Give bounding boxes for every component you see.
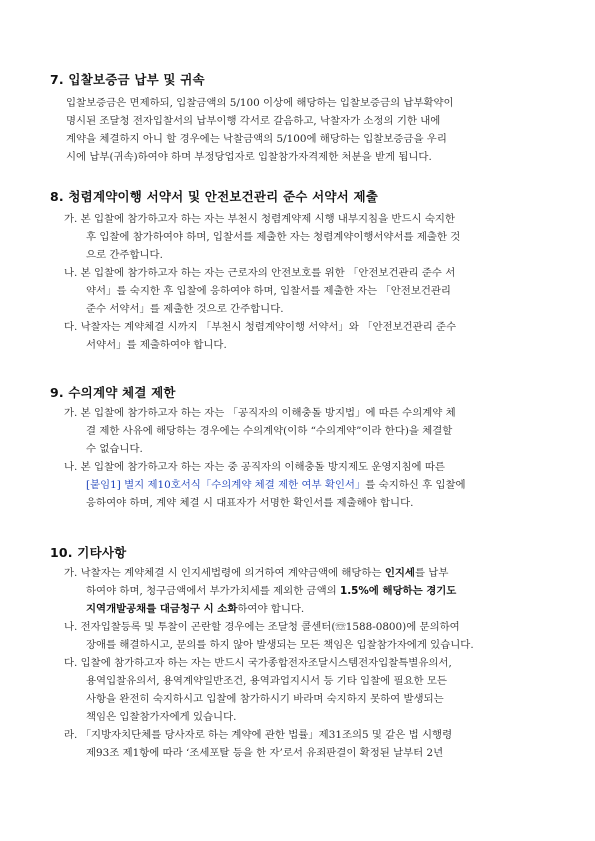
s8-item-da-line-2: 서약서」를 제출하여야 합니다. [86, 339, 227, 351]
s10-item-ra-line-2: 제93조 제1항에 따라 ‘조세포탈 등을 한 자’로서 유죄판결이 확정된 날부터 2년 [86, 747, 444, 759]
s8-item-da-line-1: 다. 낙찰자는 계약체결 시까지 「부천시 청렴계약이행 서약서」와 「안전보건관리 준수 [64, 321, 457, 333]
s10-item-da-line-2: 용역입찰유의서, 용역계약일반조건, 용역과업지시서 등 기타 입찰에 필요한 모든 [86, 675, 447, 687]
s10-ga-text-d: 하여야 합니다. [237, 603, 305, 615]
s9-item-na-line-3: 응하여야 하며, 계약 체결 시 대표자가 서명한 확인서를 제출해야 합니다. [86, 497, 414, 509]
s10-item-ga-line-3 [86, 603, 304, 616]
bond-purchase-emphasis: 지역개발공채를 대금청구 시 소화 [86, 603, 238, 615]
s8-item-na-line-2: 약서」를 숙지한 후 입찰에 응하여야 하며, 입찰서를 제출한 자는 「안전보건관리 [86, 285, 451, 297]
section-9-heading: 9. 수의계약 체결 제한 [50, 385, 176, 400]
s10-item-da-line-1: 다. 입찰에 참가하고자 하는 자는 반드시 국가종합전자조달시스템전자입찰특별유의서, [64, 657, 452, 669]
section-10-heading: 10. 기타사항 [50, 545, 127, 560]
s9-item-na-line-2 [86, 479, 466, 492]
s10-ga-text-b: 를 납부 [414, 567, 449, 579]
s10-ga-text-a: 가. 낙찰자는 계약체결 시 인지세법령에 의거하여 계약금액에 해당하는 [64, 567, 385, 579]
bond-rate-emphasis: 1.5%에 해당하는 경기도 [339, 585, 457, 597]
s7-line-4: 시에 납부(귀속)하여야 하며 부정당업자로 입찰참가자격제한 처분을 받게 됩니다. [66, 151, 432, 163]
s9-item-ga-line-1: 가. 본 입찰에 참가하고자 하는 자는 「공직자의 이해충돌 방지법」에 따른 수의계약 체 [64, 407, 456, 419]
section-8-heading: 8. 청렴계약이행 서약서 및 안전보건관리 준수 서약서 제출 [50, 189, 379, 204]
s10-item-ga-line-2 [86, 585, 456, 598]
s10-item-na-line-2: 장애를 해결하시고, 문의를 하지 않아 발생되는 모든 책임은 입찰참가자에게 있습니다. [86, 639, 474, 651]
s9-item-na-line-2-rest: 를 숙지하신 후 입찰에 [365, 479, 466, 491]
s10-item-na-line-1: 나. 전자입찰등록 및 투찰이 곤란할 경우에는 조달청 콜센터(☏1588-0800)에 문의하여 [64, 621, 460, 633]
s8-item-ga-line-1: 가. 본 입찰에 참가하고자 하는 자는 부천시 청렴계약제 시행 내부지침을 반드시 숙지한 [64, 213, 455, 225]
s8-item-na-line-1: 나. 본 입찰에 참가하고자 하는 자는 근로자의 안전보호를 위한 「안전보건관리 준수 서 [64, 267, 456, 279]
s10-item-ra-line-1: 라. 「지방자치단체를 당사자로 하는 계약에 관한 법률」제31조의5 및 같은 법 시행령 [64, 729, 453, 741]
s10-item-da-line-4: 책임은 입찰참가자에게 있습니다. [86, 711, 237, 723]
section-7-heading: 7. 입찰보증금 납부 및 귀속 [50, 72, 205, 87]
s10-item-da-line-3: 사항을 완전히 숙지하시고 입찰에 참가하시기 바라며 숙지하지 못하여 발생되는 [86, 693, 444, 705]
s9-item-ga-line-3: 수 없습니다. [86, 443, 143, 455]
s8-item-ga-line-3: 으로 간주합니다. [86, 249, 163, 261]
s8-item-ga-line-2: 후 입찰에 참가하여야 하며, 입찰서를 제출한 자는 청렴계약이행서약서를 제출한 것 [86, 231, 461, 243]
s7-line-2: 명시된 조달청 전자입찰서의 납부이행 각서로 갈음하고, 낙찰자가 소정의 기한 내에 [66, 115, 441, 127]
s8-item-na-line-3: 준수 서약서」를 제출한 것으로 간주합니다. [86, 303, 284, 315]
attachment-1-reference: [붙임1] 별지 제10호서식「수의계약 체결 제한 여부 확인서」 [86, 479, 366, 491]
s9-item-ga-line-2: 결 제한 사유에 해당하는 경우에는 수의계약(이하 “수의계약”이라 한다)을 체결할 [86, 425, 453, 437]
s7-line-1: 입찰보증금은 면제하되, 입찰금액의 5/100 이상에 해당하는 입찰보증금의 납부확약이 [66, 97, 454, 109]
s7-line-3: 계약을 체결하지 아니 할 경우에는 낙찰금액의 5/100에 해당하는 입찰보증금을 우리 [66, 133, 447, 145]
s10-ga-text-c: 하여야 하며, 청구금액에서 부가가치세를 제외한 금액의 [86, 585, 340, 597]
s10-item-ga-line-1 [64, 567, 448, 580]
stamp-tax-emphasis: 인지세 [384, 567, 415, 579]
s9-item-na-line-1: 나. 본 입찰에 참가하고자 하는 자는 중 공직자의 이해충돌 방지제도 운영지침에 따른 [64, 461, 445, 473]
